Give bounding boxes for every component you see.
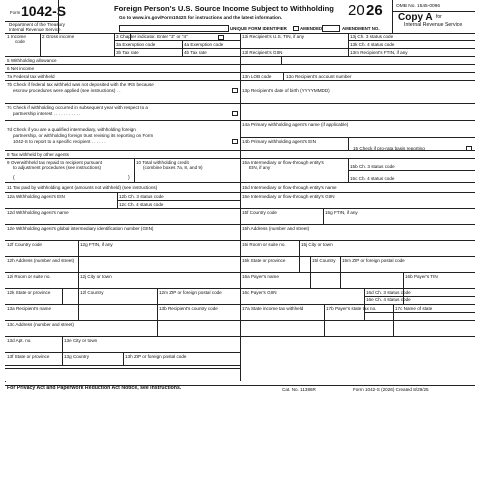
- box-3-input[interactable]: [218, 35, 224, 40]
- box-13m-label: 13m Recipient's FTIN, if any: [350, 49, 408, 55]
- box-2-label: 2 Gross income: [42, 34, 75, 39]
- instructions-link: Go to www.irs.gov/Form1042S for instructions and the latest information.: [119, 14, 283, 20]
- box-12m-label: 12m ZIP or foreign postal code: [159, 290, 222, 295]
- box-7d-label: 7d Check if you are a qualified intermediary, withholding foreign: [7, 127, 136, 132]
- unique-form-identifier-field[interactable]: [119, 25, 229, 32]
- box-1-input[interactable]: [5, 44, 40, 56]
- department-label: Department of the Treasury: [9, 22, 65, 27]
- box-13a-label: 13a Recipient's name: [7, 306, 52, 311]
- box-13d-label: 13d Apt. no.: [7, 338, 32, 343]
- box-15k-label: 15k State or province: [242, 258, 286, 263]
- box-15-label: 15 Check if pro-rata basis reporting: [353, 146, 425, 151]
- box-13k-label: 13k Ch. 4 status code: [350, 41, 395, 47]
- box-13n-label: 13n LOB code: [242, 73, 272, 79]
- unique-identifier-label: UNIQUE FORM IDENTIFIER: [230, 26, 287, 31]
- box-15h-label: 15h Address (number and street): [242, 226, 310, 231]
- box-15c-label: 15c Ch. 4 status code: [350, 175, 395, 181]
- box-15m-label: 15m ZIP or foreign postal code: [342, 258, 405, 263]
- box-4a-label: 4a Exemption code: [184, 42, 224, 47]
- box-9-label: 9 Overwithheld tax repaid to recipient pursuant: [7, 159, 102, 165]
- box-13g-label: 13g Country: [64, 354, 90, 359]
- box-1-label-2: code: [15, 39, 25, 44]
- box-12c-label: 12c Ch. 4 status code: [119, 202, 164, 207]
- box-9-paren-left: (: [13, 175, 15, 181]
- box-12g-label: 12g FTIN, if any: [80, 242, 113, 247]
- box-16a-label: 16a Payer's name: [242, 274, 279, 279]
- box-17c-label: 17c Name of state: [395, 306, 433, 311]
- form-number: 1042-S: [21, 3, 67, 19]
- box-12e-label: 12e Withholding agent's global intermediary identification number (GIIN): [7, 226, 154, 231]
- box-7c-label-2: partnership interest . . . . . . . . . . .: [13, 111, 81, 116]
- box-11-label: 11 Tax paid by withholding agent (amounts not withheld) (see instructions): [7, 184, 158, 190]
- box-1-label: 1 Income: [7, 34, 26, 39]
- box-13p-label: 13p Recipient's date of birth (YYYYMMDD): [242, 88, 330, 93]
- copy-a: Copy A: [398, 12, 433, 23]
- box-12j-label: 12j City or town: [80, 274, 112, 279]
- box-14b-label: 14b Primary withholding agent's EIN: [242, 139, 316, 144]
- amended-checkbox[interactable]: [293, 26, 299, 32]
- copy-irs: Internal Revenue Service: [404, 22, 463, 28]
- box-4b-label: 4b Tax rate: [184, 49, 207, 55]
- box-15f-label: 15f Country code: [242, 210, 277, 215]
- box-7a-label: 7a Federal tax withheld: [7, 73, 55, 79]
- box-12b-label: 12b Ch. 3 status code: [119, 194, 164, 199]
- box-9-label-2: to adjustment procedures (see instructions): [13, 165, 102, 170]
- copy-for: for: [436, 14, 442, 20]
- form-title: Foreign Person's U.S. Source Income Subject to Withholding: [114, 4, 334, 13]
- box-13j-label: 13j Ch. 3 status code: [350, 34, 394, 39]
- box-12k-label: 12k State or province: [7, 290, 51, 295]
- box-13c-label: 13c Address (number and street): [7, 322, 74, 327]
- box-15-checkbox[interactable]: [466, 146, 472, 152]
- box-15b-label: 15b Ch. 3 status code: [350, 164, 395, 169]
- box-7b-label-2: escrow procedures were applied (see instructions) . .: [13, 88, 121, 93]
- box-16d-label: 16d Ch. 3 status code: [366, 289, 411, 295]
- box-13f-label: 13f State or province: [7, 354, 50, 359]
- box-13o-label: 13o Recipient's account number: [286, 73, 352, 79]
- box-15a-label: 15a Intermediary or flow-through entity's: [242, 159, 324, 165]
- box-7d-label-3: 1042-S to report to a specific recipient . . . . . .: [13, 139, 106, 144]
- box-3-label: 3 Chapter indicator. Enter "3" or "4": [116, 34, 188, 39]
- box-6-label: 6 Net income: [7, 65, 35, 71]
- box-15g-label: 15g FTIN, if any: [325, 210, 358, 215]
- box-15l-label: 15l Country: [312, 258, 336, 263]
- omb-number: OMB No. 1545-0096: [396, 4, 440, 9]
- box-7d-label-2: partnership, or withholding foreign trust revising its reporting on Form: [13, 133, 154, 138]
- catalog-number: Cat. No. 11386R: [282, 386, 316, 392]
- box-12l-label: 12l Country: [80, 290, 104, 295]
- box-12f-label: 12f Country code: [7, 242, 42, 247]
- year-suffix: 26: [366, 2, 383, 19]
- box-15j-label: 15j City or town: [301, 242, 333, 247]
- box-17b-label: 17b Payer's state tax no.: [326, 306, 377, 311]
- box-16e-label: 16e Ch. 4 status code: [366, 297, 411, 302]
- box-15e-label: 15e Intermediary or flow-through entity's GIIN: [242, 194, 335, 199]
- amended-label: AMENDED: [300, 26, 323, 31]
- box-8-label: 8 Tax withheld by other agents: [7, 151, 69, 157]
- irs-label: Internal Revenue Service: [9, 27, 61, 32]
- box-2-input[interactable]: [40, 44, 114, 56]
- amendment-no-label: AMENDMENT NO.: [342, 26, 380, 31]
- box-17a-label: 17a State income tax withheld: [242, 306, 304, 311]
- box-5-label: 5 Withholding allowance: [7, 57, 57, 63]
- box-13h-label: 13h ZIP or foreign postal code: [125, 354, 187, 359]
- form-label: Form: [10, 10, 21, 15]
- box-7c-checkbox[interactable]: [232, 111, 238, 117]
- box-9-paren-right: ): [128, 175, 130, 181]
- box-3a-label: 3a Exemption code: [116, 42, 156, 47]
- box-10-label-2: (combine boxes 7a, 8, and 9): [143, 165, 203, 170]
- year-prefix: 20: [348, 2, 365, 19]
- box-13i-label: 13i Recipient's U.S. TIN, if any: [242, 34, 305, 39]
- box-12i-label: 12i Room or suite no.: [7, 274, 51, 279]
- box-16b-label: 16b Payer's TIN: [405, 274, 438, 279]
- box-16c-label: 16c Payer's GIIN: [242, 290, 277, 295]
- box-7b-label: 7b Check if federal tax withheld was not deposited with the IRS because: [7, 82, 154, 87]
- box-15a-label-2: EIN, if any: [249, 165, 271, 170]
- box-13l-label: 13l Recipient's GIIN: [242, 49, 283, 55]
- box-13b-label: 13b Recipient's country code: [159, 306, 218, 311]
- box-7c-label: 7c Check if withholding occurred in subsequent year with respect to a: [7, 105, 148, 110]
- box-15i-label: 15i Room or suite no.: [242, 242, 286, 247]
- box-12a-label: 12a Withholding agent's EIN: [7, 194, 65, 199]
- box-14a-label: 14a Primary withholding agent's name (if applicable): [242, 122, 349, 127]
- box-3b-label: 3b Tax rate: [116, 49, 139, 55]
- box-10-label: 10 Total withholding credit: [136, 159, 189, 165]
- privacy-notice: For Privacy Act and Paperwork Reduction Act Notice, see instructions.: [7, 385, 182, 391]
- box-12h-label: 12h Address (number and street): [7, 258, 75, 263]
- box-7b-checkbox[interactable]: [232, 88, 238, 94]
- box-13e-label: 13e City or town: [64, 338, 98, 343]
- box-12d-label: 12d Withholding agent's name: [7, 210, 69, 215]
- form-footer-reference: Form 1042-S (2026) Created 8/29/25: [353, 386, 429, 392]
- box-7d-checkbox[interactable]: [232, 139, 238, 145]
- amendment-number-field[interactable]: [322, 25, 340, 32]
- box-15d-label: 15d Intermediary or flow-through entity's name: [242, 184, 337, 190]
